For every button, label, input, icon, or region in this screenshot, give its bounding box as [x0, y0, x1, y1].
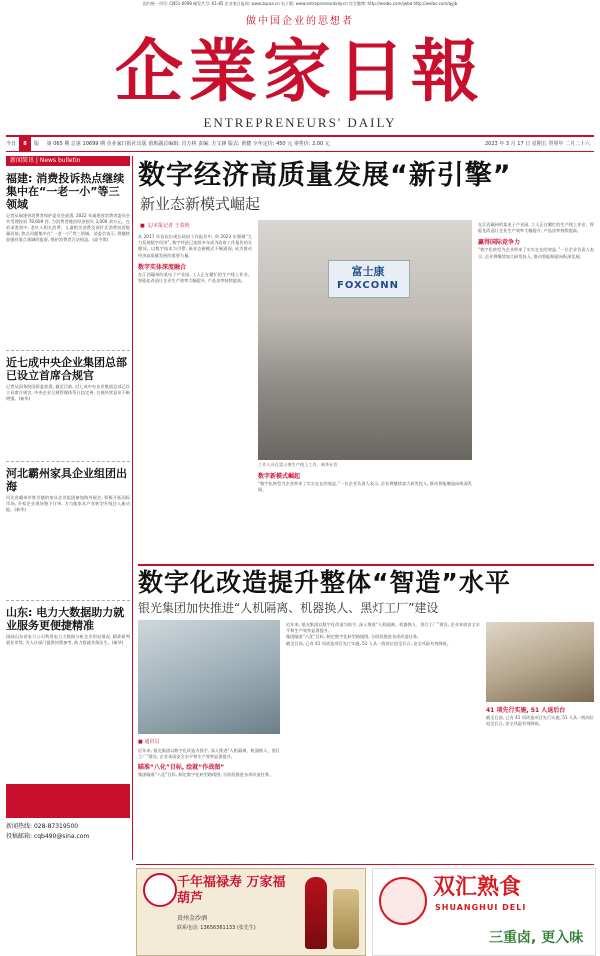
article1-text: 从 2017 年首次出现在政府工作报告中, 到 2023 年强调“大力发展数字经济”, 数字经济已连续多年成为政府工作报告的关键词。以数字技术为引擎, 新业态新模式不断涌现, 成为推动经济高质量发展的重要力量。 [138, 234, 252, 258]
gift-box-image [333, 889, 359, 949]
article2-text: 近年来, 银光集团以数字化改造为抓手, 深入推进“人机隔离、机器换人、黑灯工厂”建设, 企业本质安全水平和生产效率显著提升。 [286, 622, 480, 634]
article1-subhead: 新业态新模式崛起 [140, 195, 261, 213]
article2-headline[interactable]: 数字化改造提升整体“智造”水平 [138, 568, 511, 597]
issue-info-bar [6, 135, 594, 152]
divider [6, 600, 130, 601]
hotline-box [6, 784, 130, 862]
liquor-advertisement[interactable] [136, 868, 366, 956]
workshop-photo [486, 622, 594, 702]
article1-headline[interactable]: 数字经济高质量发展“新引擎” [138, 160, 512, 191]
article2-column-2 [286, 622, 480, 860]
article1-text: 在江西赣州的某电子产业园, 工人正在繁忙的生产线上作业。智能化改造让企业生产效率大幅提升, 产品良率持续提高。 [478, 222, 594, 234]
bulletin-title[interactable]: 近七成中央企业集团总部已设立首席合规官 [6, 356, 127, 382]
article1-text: 在江西赣州的某电子产业园, 工人正在繁忙的生产线上作业。智能化改造让企业生产效率大幅提升, 产品良率持续提高。 [138, 271, 252, 284]
shuanghui-advertisement[interactable] [372, 868, 596, 956]
liquor-ad-title: 千年福禄寿 万家福葫芦 [177, 875, 286, 906]
news-bulletin-sidebar [6, 156, 130, 860]
article1-column-3 [478, 222, 594, 562]
bulletin-body: 国网山东省电力公司利用电力大数据分析企业用电情况, 精准研判就业形势, 为人社部门提供决策参考, 助力稳就业保民生。(新华) [6, 634, 130, 645]
article2-subhead: 银光集团加快推进“人机隔离、机器换人、黑灯工厂”建设 [138, 601, 439, 615]
shuanghui-en: SHUANGHUI DELI [435, 903, 527, 912]
submission-label: 投稿邮箱: [6, 833, 33, 840]
bottle-image [305, 877, 327, 949]
article2-text: 截至目前, 已有 41 项改造项目先行实施, 51 人从一线岗位退至后台, 安全风险有效降低。 [486, 715, 594, 727]
page-count-unit: 版 [34, 141, 40, 147]
bulletin-body: 河北省霸州市胜芳镇的家具企业组团参加海外展会, 积极开拓国际市场, 多家企业现场签下订单, 为当地家具产业转型升级注入新动能。(新华) [6, 495, 130, 512]
article1-section-title: 数字新模式崛起 [258, 473, 301, 480]
factory-sign-text: 富士康 [351, 265, 385, 278]
article2-section-title: 41 项先行实施, 51 人退后台 [486, 707, 566, 714]
article1-section-title: 数字实体深度融合 [138, 263, 187, 271]
divider [6, 350, 130, 351]
newspaper-logo-en: ENTREPRENEURS' DAILY [203, 115, 397, 130]
article1-text: “数字化转型为企业带来了实实在在的效益。”一位企业负责人表示, 企业将继续加大研发投入, 推动智能制造向纵深发展。 [478, 247, 594, 259]
hotline-banner [6, 784, 130, 818]
submission-email[interactable]: cqb490@sina.com [33, 833, 90, 840]
article2-text: 集团瞄准“八化”目标, 制定数字化转型路线图, 分阶段推进各项改造任务。 [138, 772, 274, 778]
article2-text: 集团瞄准“八化”目标, 制定数字化转型路线图, 分阶段推进各项改造任务。 [286, 634, 422, 640]
shuanghui-slogan: 三重卤, 更入味 [489, 930, 584, 946]
factory-sign-subtext: FOXCONN [337, 280, 399, 291]
masthead-slogan: 做中国企业的思想者 [246, 16, 354, 27]
liquor-brand: 贵州金沙酒 [177, 915, 208, 922]
bulletin-title[interactable]: 山东: 电力大数据助力就业服务更便捷精准 [6, 606, 125, 632]
sidebar-header: 新闻简讯 | News bulletin [6, 156, 130, 166]
article1-text: “数字化转型为企业带来了实实在在的效益。”一位企业负责人表示, 企业将继续加大研发投入, 推动智能制造向纵深发展。 [258, 481, 472, 493]
issue-date: 2023 年 3 月 17 日 星期五 癸卯年 二月二十六 [485, 141, 590, 147]
article1-column-2 [258, 472, 472, 562]
masthead-topline: 国内统一刊号: CN51-0098 邮发代号: 61-85 企业家日报网: www.zqcaa.cn 电子版: www.entrepreneurdaily.cn 官方微博: http://weibo.com/jwbd http://weibo.com/qyjb [142, 1, 458, 6]
ad-rule [136, 864, 594, 865]
bulletin-title[interactable]: 河北霸州家具企业组团出海 [6, 467, 127, 493]
seal-logo [143, 873, 177, 907]
bulletin-item [6, 356, 130, 456]
pig-mascot-icon [379, 877, 427, 925]
bulletin-item [6, 172, 130, 345]
section-rule [138, 564, 594, 566]
bulletin-body: 记者从福建省消费者保护委员会获悉, 2022 年福建省消费者委员会共受理投诉 78,609 件, 为消费者挽回经济损失 3,000 余万元。在诉求类别中, 老年人相关消费、儿童相关消费及预付式消费投诉数量居前, 热点问题集中在“一老一小”等三领域。消委会表示, 将继续加强对重点领域的监督, 维护消费者合法权益。(高宇琪) [6, 213, 130, 242]
article2-text: 近年来, 银光集团以数字化改造为抓手, 深入推进“人机隔离、机器换人、黑灯工厂”建设, 企业本质安全水平和生产效率显著提升。 [138, 748, 280, 760]
column-divider [132, 156, 133, 860]
shuanghui-title: 双汇熟食 [433, 875, 522, 900]
divider [6, 461, 130, 462]
article2-column-1 [138, 748, 280, 860]
issue-details: 第 065 期 总第 10699 期 企业家日报社出版 值班副总编辑: 肖万林 责编: 方文锋 版式: 黄健 全年定价: 450 元 零售价: 2.00 元 [46, 141, 330, 147]
article2-byline: ■ 通讯员 [138, 739, 160, 745]
factory-worker-photo [138, 620, 280, 734]
bulletin-item [6, 467, 130, 595]
article1-byline: ■ 文/本报记者 王春艳 [140, 223, 190, 229]
hotline-number[interactable]: 028-87319500 [33, 823, 79, 830]
liquor-contact: 联系电话: 13656361133 (张先生) [177, 925, 256, 931]
page-count-badge: 8 [19, 137, 31, 151]
article1-column-1 [138, 234, 252, 564]
today-label: 今日 [6, 141, 17, 147]
article2-section-title: 瞄准“八化”目标, 绘就“作战图” [138, 764, 225, 772]
hotline-label: 新闻热线: [6, 823, 33, 830]
article2-column-3 [486, 706, 594, 860]
bulletin-body: 记者从国务院国资委获悉, 截至目前, 近七成中央企业集团总部已设立首席合规官, 中央企业合规管理体系日趋完善, 合规经营意识不断增强。(新华) [6, 384, 130, 401]
newspaper-logo: 企業家日報 [114, 32, 485, 112]
photo-caption: 工作人员在富士康生产线上工作。新华社发 [258, 462, 338, 467]
article2-text: 截至目前, 已有 41 项改造项目先行实施, 51 人从一线岗位退至后台, 安全风险有效降低。 [286, 640, 452, 646]
article1-section-title: 赢得国际竞争力 [478, 239, 521, 247]
bulletin-item [6, 606, 130, 754]
bulletin-title[interactable]: 福建: 消费投诉热点继续集中在“一老一小”等三领域 [6, 172, 125, 211]
factory-photo [258, 220, 472, 460]
